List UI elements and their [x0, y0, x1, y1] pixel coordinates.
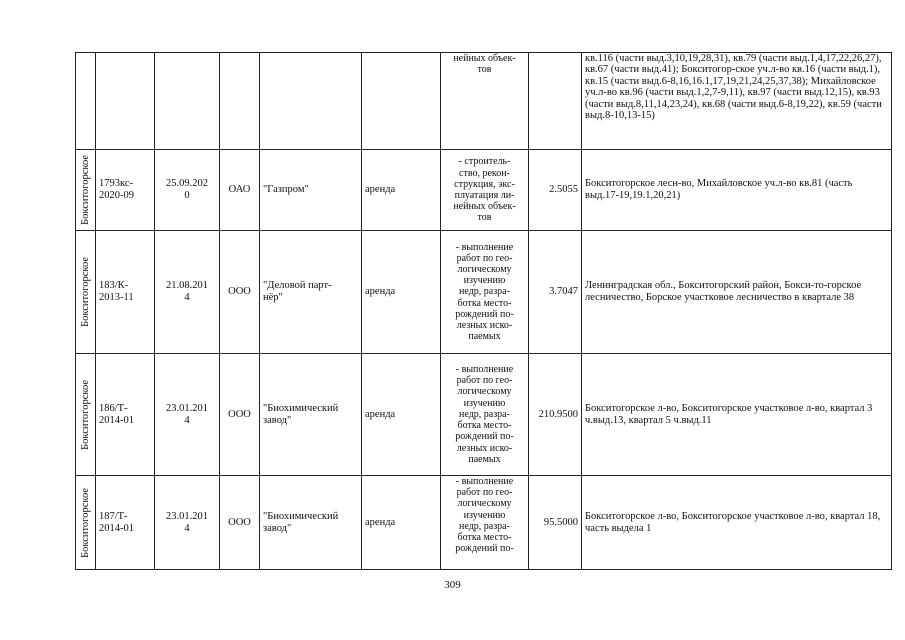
- district-vertical-label: Бокситогорское: [79, 257, 91, 327]
- purpose-cell: - выполнение работ по гео- логическому изучению недр, разра- ботка место- рождений по-: [441, 476, 529, 570]
- legal-form-cell: [220, 53, 260, 150]
- use-type-cell: [362, 53, 441, 150]
- organization-cell: "Газпром": [260, 150, 362, 231]
- table-row: [76, 150, 892, 231]
- district-cell: [76, 53, 96, 150]
- area-cell: 3.7047: [529, 231, 582, 354]
- area-cell: 2.5055: [529, 150, 582, 231]
- district-cell: [76, 354, 96, 476]
- date-cell: 23.01.201 4: [155, 476, 220, 570]
- district-vertical-label: Бокситогорское: [79, 487, 91, 558]
- purpose-cell: - выполнение работ по гео- логическому изучению недр, разра- ботка место- рождений по- лезных иско- паемых: [441, 231, 529, 354]
- location-cell: кв.116 (части выд.3,10,19,28,31), кв.79 (части выд.1,4,17,22,26,27), кв.67 (части выд.41); Бокситогор-ское уч.л-во кв.16 (части выд.1), кв.15 (части выд.6-8,16,16.1,17,19,21,24,25,37,38); Михайловское уч.л-во кв.96 (части выд.1,2,7-9,11), кв.97 (части выд.12,15), кв.93 (части выд.8,11,14,23,24), кв.68 (части выд.6-8,19,22), кв.59 (части выд.8-10,13-15): [582, 53, 892, 150]
- table-row: [76, 476, 892, 570]
- area-cell: 95.5000: [529, 476, 582, 570]
- table-row: [76, 53, 892, 150]
- contract-number-cell: 186/Т- 2014-01: [96, 354, 155, 476]
- location-cell: Ленинградская обл., Бокситогорский район, Бокси-то-горское лесничество, Борское участковое лесничество в квартале 38: [582, 231, 892, 354]
- district-vertical-label: Бокситогорское: [79, 379, 91, 450]
- table-row: [76, 354, 892, 476]
- contract-number-cell: 1793кс- 2020-09: [96, 150, 155, 231]
- use-type-cell: аренда: [362, 150, 441, 231]
- organization-cell: "Биохимический завод": [260, 354, 362, 476]
- organization-cell: [260, 53, 362, 150]
- date-cell: [155, 53, 220, 150]
- contract-number-cell: 187/Т- 2014-01: [96, 476, 155, 570]
- area-cell: [529, 53, 582, 150]
- location-cell: Бокситогорское лесн-во, Михайловское уч.л-во кв.81 (часть выд.17-19,19.1,20,21): [582, 150, 892, 231]
- district-cell: [76, 476, 96, 570]
- legal-form-cell: ООО: [220, 476, 260, 570]
- date-cell: 25.09.202 0: [155, 150, 220, 231]
- legal-form-cell: ООО: [220, 231, 260, 354]
- location-cell: Бокситогорское л-во, Бокситогорское участковое л-во, квартал 18, часть выдела 1: [582, 476, 892, 570]
- area-cell: 210.9500: [529, 354, 582, 476]
- district-vertical-label: Бокситогорское: [79, 155, 91, 225]
- district-cell: [76, 231, 96, 354]
- contract-number-cell: 183/К- 2013-11: [96, 231, 155, 354]
- purpose-cell: - выполнение работ по гео- логическому изучению недр, разра- ботка место- рождений по- лезных иско- паемых: [441, 354, 529, 476]
- location-cell: Бокситогорское л-во, Бокситогорское участковое л-во, квартал 3 ч.выд.13, квартал 5 ч.выд.11: [582, 354, 892, 476]
- legal-form-cell: ООО: [220, 354, 260, 476]
- use-type-cell: аренда: [362, 231, 441, 354]
- table-row: [76, 231, 892, 354]
- legal-form-cell: ОАО: [220, 150, 260, 231]
- district-cell: [76, 150, 96, 231]
- organization-cell: "Деловой парт- нёр": [260, 231, 362, 354]
- date-cell: 23.01.201 4: [155, 354, 220, 476]
- use-type-cell: аренда: [362, 476, 441, 570]
- use-type-cell: аренда: [362, 354, 441, 476]
- contract-number-cell: [96, 53, 155, 150]
- purpose-cell: нейных объек- тов: [441, 53, 529, 150]
- purpose-cell: - строитель- ство, рекон- струкция, экс- плуатация ли- нейных объек- тов: [441, 150, 529, 231]
- lease-table: [75, 52, 892, 570]
- page-number: 309: [444, 579, 461, 591]
- date-cell: 21.08.201 4: [155, 231, 220, 354]
- organization-cell: "Биохимический завод": [260, 476, 362, 570]
